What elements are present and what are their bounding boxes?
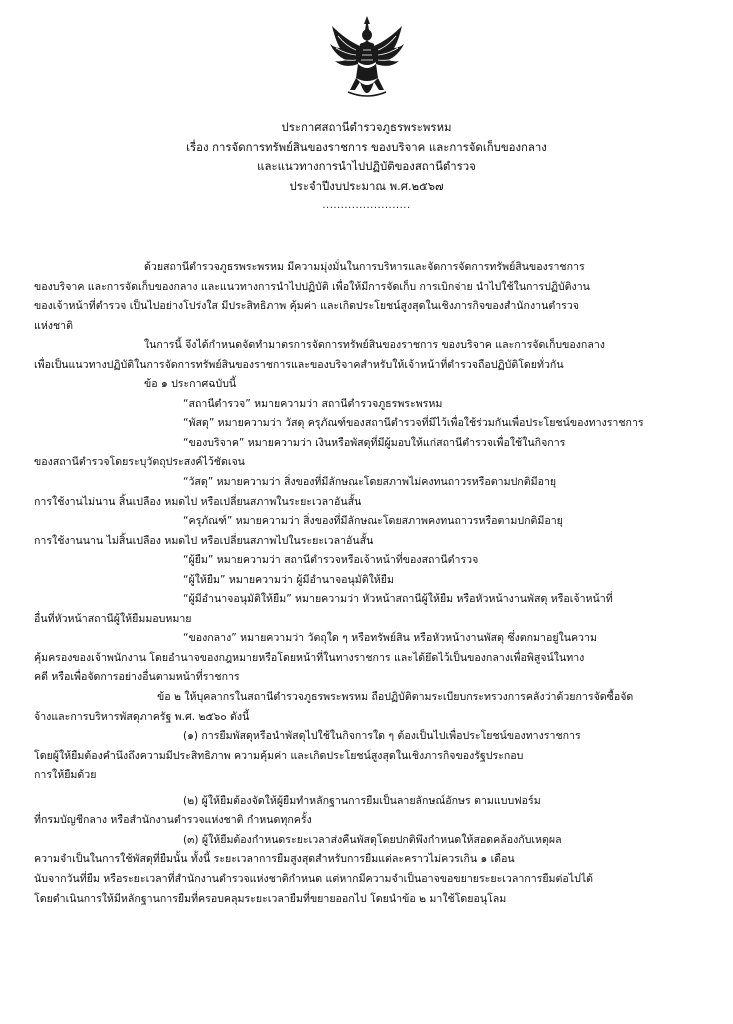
title-separator: ........................ (322, 200, 411, 211)
title-line: เรื่อง การจัดการทรัพย์สินของราชการ ของบริจาค และการจัดเก็บของกลาง (186, 139, 547, 154)
document-title (0, 118, 733, 213)
body-text-line: การใช้งานไม่นาน สิ้นเปลือง หมดไป หรือเปลี่ยนสภาพในระยะเวลาอันสั้น (34, 495, 362, 508)
body-text-line: (๑) การยืมพัสดุหรือนำพัสดุไปใช้ในกิจการใด ๆ ต้องเป็นไปเพื่อประโยชน์ของทางราชการ (183, 730, 581, 743)
body-text-line: โดยผู้ให้ยืมต้องคำนึงถึงความมีประสิทธิภาพ ความคุ้มค่า และเกิดประโยชน์สูงสุดในเชิงภารกิจของรัฐประกอบ (34, 749, 524, 762)
title-line: และแนวทางการนำไปปฏิบัติของสถานีตำรวจ (257, 159, 476, 173)
body-text-line: ด้วยสถานีตำรวจภูธรพระพรหม มีความมุ่งมั่นในการบริหารและจัดการจัดการทรัพย์สินของราชการ (144, 261, 585, 273)
body-text-line: ของเจ้าหน้าที่ตำรวจ เป็นไปอย่างโปร่งใส มีประสิทธิภาพ คุ้มค่า และเกิดประโยชน์สูงสุดในเชิงภารกิจของสำนักงานตำรวจ (34, 300, 579, 313)
document-body (34, 258, 700, 909)
body-text-line: ของสถานีตำรวจโดยระบุวัตถุประสงค์ไว้ชัดเจน (34, 456, 245, 469)
body-text-line: “ผู้ให้ยืม” หมายความว่า ผู้มีอำนาจอนุมัติให้ยืม (183, 573, 394, 586)
body-text-line: นับจากวันที่ยืม หรือระยะเวลาที่สำนักงานตำรวจแห่งชาติกำหนด แต่หากมีความจำเป็นอาจขอขยายระยะเวลาการยืมต่อไปได้ (34, 872, 594, 885)
body-text-line: จ้างและการบริหารพัสดุภาครัฐ พ.ศ. ๒๕๖๐ ดังนี้ (34, 710, 250, 723)
body-text-line: ที่กรมบัญชีกลาง หรือสำนักงานตำรวจแห่งชาติ กำหนดทุกครั้ง (34, 814, 312, 827)
body-text-line: คุ้มครองของเจ้าพนักงาน โดยอำนาจของกฎหมายหรือโดยหน้าที่ในทางราชการ และได้ยึดไว้เป็นของกลางเพื่อพิสูจน์ในทาง (34, 651, 585, 664)
body-text-line: (๓) ผู้ให้ยืมต้องกำหนดระยะเวลาส่งคืนพัสดุโดยปกติพึงกำหนดให้สอดคล้องกับเหตุผล (183, 833, 562, 846)
body-text-line: แห่งชาติ (34, 319, 74, 332)
title-line: ประจำปีงบประมาณ พ.ศ.๒๕๖๗ (289, 178, 444, 193)
body-text-line: อื่นที่หัวหน้าสถานีผู้ให้ยืมมอบหมาย (34, 612, 192, 625)
title-line: ประกาศสถานีตำรวจภูธรพระพรหม (281, 120, 452, 134)
body-text-line: ข้อ ๒ ให้บุคลากรในสถานีตำรวจภูธรพระพรหม ถือปฏิบัติตามระเบียบกระทรวงการคลังว่าด้วยการจัดซื้อจัด (157, 691, 634, 704)
body-text-line: (๒) ผู้ให้ยืมต้องจัดให้ผู้ยืมทำหลักฐานการยืมเป็นลายลักษณ์อักษร ตามแบบฟอร์ม (183, 794, 541, 807)
body-text-line: “พัสดุ” หมายความว่า วัสดุ ครุภัณฑ์ของสถานีตำรวจที่มีไว้เพื่อใช้ร่วมกันเพื่อประโยชน์ของทางราชการ (183, 417, 644, 430)
body-text-line: “ผู้ยืม” หมายความว่า สถานีตำรวจหรือเจ้าหน้าที่ของสถานีตำรวจ (183, 554, 479, 567)
body-text-line: “ผู้มีอำนาจอนุมัติให้ยืม” หมายความว่า หัวหน้าสถานีผู้ให้ยืม หรือหัวหน้างานพัสดุ หรือเจ้าหน้าที่ (183, 593, 613, 606)
body-text-line: “ของบริจาค” หมายความว่า เงินหรือพัสดุที่มีผู้มอบให้แก่สถานีตำรวจเพื่อใช้ในกิจการ (183, 436, 566, 449)
body-text-line: การใช้งานนาน ไม่สิ้นเปลือง หมดไป หรือเปลี่ยนสภาพไปในระยะเวลาอันสั้น (34, 534, 374, 547)
body-text-line: คดี หรือเพื่อจัดการอย่างอื่นตามหน้าที่ราชการ (34, 671, 240, 684)
body-text-line: เพื่อเป็นแนวทางปฏิบัติในการจัดการทรัพย์สินของราชการและของบริจาคสำหรับให้เจ้าหน้าที่ตำรวจถือปฏิบัติโดยทั่วกัน (34, 358, 564, 371)
body-text-line: ข้อ ๑ ประกาศฉบับนี้ (144, 378, 237, 391)
body-text-line: “สถานีตำรวจ” หมายความว่า สถานีตำรวจภูธรพระพรหม (183, 397, 443, 410)
body-text-line: การให้ยืมด้วย (34, 769, 97, 782)
body-text-line: “ครุภัณฑ์” หมายความว่า สิ่งของที่มีลักษณะโดยสภาพคงทนถาวรหรือตามปกติมีอายุ (183, 515, 563, 528)
body-text-line: ความจำเป็นในการใช้พัสดุที่ยืมนั้น ทั้งนี้ ระยะเวลาการยืมสูงสุดสำหรับการยืมแต่ละคราวไม่ควรเกิน ๑ เดือน (34, 853, 515, 866)
body-text-line: โดยดำเนินการให้มีหลักฐานการยืมที่ครอบคลุมระยะเวลายืมที่ขยายออกไป โดยนำข้อ ๒ มาใช้โดยอนุโลม (34, 892, 507, 905)
body-text-line: ในการนี้ จึงได้กำหนดจัดทำมาตรการจัดการทรัพย์สินของราชการ ของบริจาค และการจัดเก็บของกลาง (144, 339, 605, 352)
garuda-emblem-icon (326, 14, 408, 106)
body-text-line: ของบริจาค และการจัดเก็บของกลาง และแนวทางการนำไปปฏิบัติ เพื่อให้มีการจัดเก็บ การเบิกจ่าย นำไปใช้ในการปฏิบัติงาน (34, 280, 590, 293)
body-text-line: “วัสดุ” หมายความว่า สิ่งของที่มีลักษณะโดยสภาพไม่คงทนถาวรหรือตามปกติมีอายุ (183, 476, 557, 489)
body-text-line: “ของกลาง” หมายความว่า วัตถุใด ๆ หรือทรัพย์สิน หรือหัวหน้างานพัสดุ ซึ่งตกมาอยู่ในความ (183, 632, 597, 645)
